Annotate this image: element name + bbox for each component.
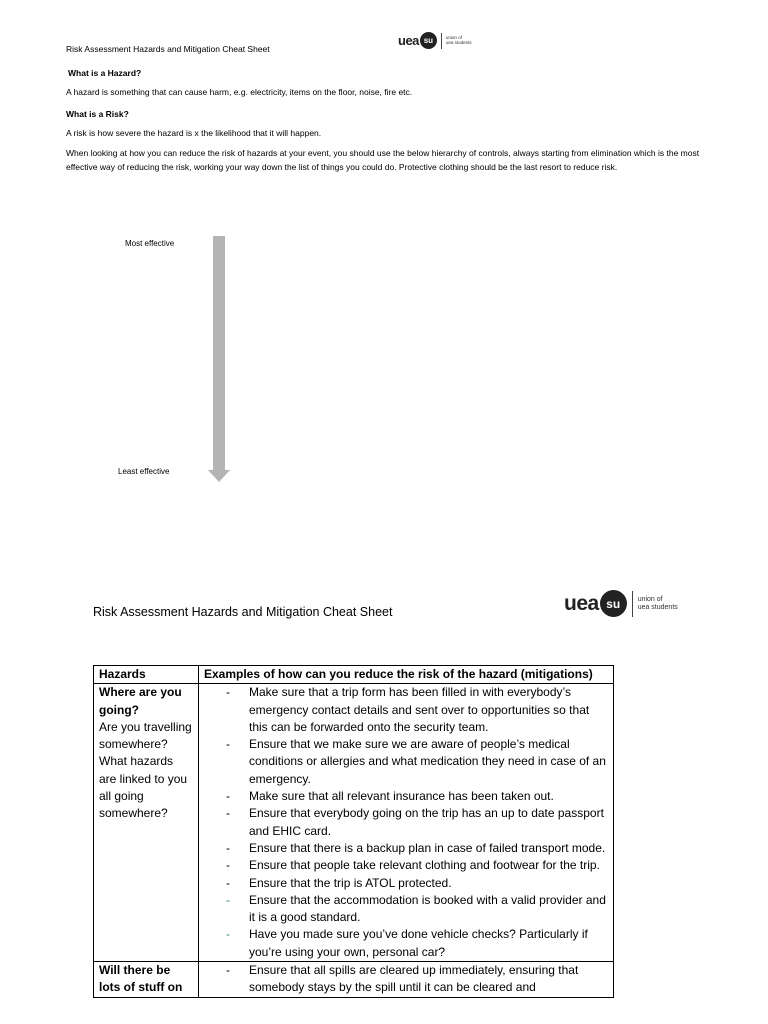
hazard-question: Where are you going?	[99, 685, 182, 717]
arrow-bottom-label: Least effective	[118, 467, 170, 476]
hazard-cell	[94, 684, 199, 962]
table-row	[94, 962, 614, 998]
effectiveness-arrow-shaft	[213, 236, 225, 470]
list-item: - Ensure that people take relevant clothing and footwear for the trip.	[226, 858, 600, 873]
logo-tagline	[638, 596, 678, 611]
table-header-hazards: Hazards	[94, 666, 199, 684]
page2-title: Risk Assessment Hazards and Mitigation Cheat Sheet	[93, 605, 393, 619]
hazard-heading: What is a Hazard?	[68, 68, 142, 78]
hazard-cell	[94, 962, 199, 998]
logo-tagline-line1: union of	[637, 596, 663, 604]
hazards-table	[93, 665, 614, 998]
list-item: - Have you made sure you’ve done vehicle checks? Particularly if you’re using your own, personal car?	[226, 927, 588, 959]
logo-divider	[441, 33, 442, 49]
logo-su-circle: su	[600, 590, 627, 617]
effectiveness-arrow-head	[208, 470, 230, 482]
logo-uea-text: uea	[564, 591, 599, 615]
list-item: - Ensure that the accommodation is booked with a valid provider and it is a good standard.	[226, 892, 606, 925]
logo-tagline-line2: uea students	[445, 39, 472, 45]
list-item: - Ensure that there is a backup plan in case of failed transport mode.	[226, 840, 606, 855]
hazard-text: A hazard is something that can cause harm, e.g. electricity, items on the floor, noise, fire etc.	[66, 87, 413, 97]
logo-tagline-line1: union of	[445, 34, 462, 40]
hazard-description: Are you travelling somewhere? What hazards are linked to you all going somewhere?	[99, 719, 192, 821]
table-row	[94, 684, 614, 962]
list-item: - Ensure that all spills are cleared up immediately, ensuring that somebody stays by the spill until it can be cleared and	[226, 963, 579, 995]
hazard-question: Will there be lots of stuff on	[99, 963, 183, 995]
risk-heading: What is a Risk?	[66, 109, 129, 119]
logo-tagline-line2: uea students	[637, 603, 678, 611]
logo-su-circle: su	[420, 32, 437, 49]
mitigations-cell	[199, 962, 614, 998]
list-item: - Make sure that all relevant insurance has been taken out.	[226, 789, 554, 804]
list-item: - Make sure that a trip form has been filled in with everybody’s emergency contact details and sent over to opportunities so that this can be forwarded onto the security team.	[226, 685, 590, 734]
ueasu-logo	[398, 32, 472, 49]
list-item: - Ensure that everybody going on the trip has an up to date passport and EHIC card.	[226, 806, 604, 838]
table-header-mitigations: Examples of how can you reduce the risk of the hazard (mitigations)	[199, 666, 614, 684]
mitigation-list	[204, 684, 608, 961]
list-item: - Ensure that we make sure we are aware of people’s medical conditions or allergies and what medication they need in case of an emergency.	[226, 737, 606, 786]
mitigation-list	[204, 962, 608, 997]
logo-divider	[632, 591, 633, 617]
ueasu-logo-large	[564, 590, 678, 617]
list-item: - Ensure that the trip is ATOL protected.	[226, 875, 452, 890]
mitigations-cell	[199, 684, 614, 962]
page1-title: Risk Assessment Hazards and Mitigation Cheat Sheet	[66, 44, 270, 54]
hierarchy-text: When looking at how you can reduce the risk of hazards at your event, you should use the below hierarchy of controls, always starting from elimination which is the most effective way of reducing the risk, working your way down the list of things you could do. Protective clothing should be the last resort to reduce risk.	[66, 148, 700, 172]
arrow-top-label: Most effective	[125, 239, 175, 248]
logo-uea-text: uea	[398, 33, 419, 48]
logo-tagline	[446, 36, 472, 45]
risk-text: A risk is how severe the hazard is x the likelihood that it will happen.	[66, 128, 322, 138]
